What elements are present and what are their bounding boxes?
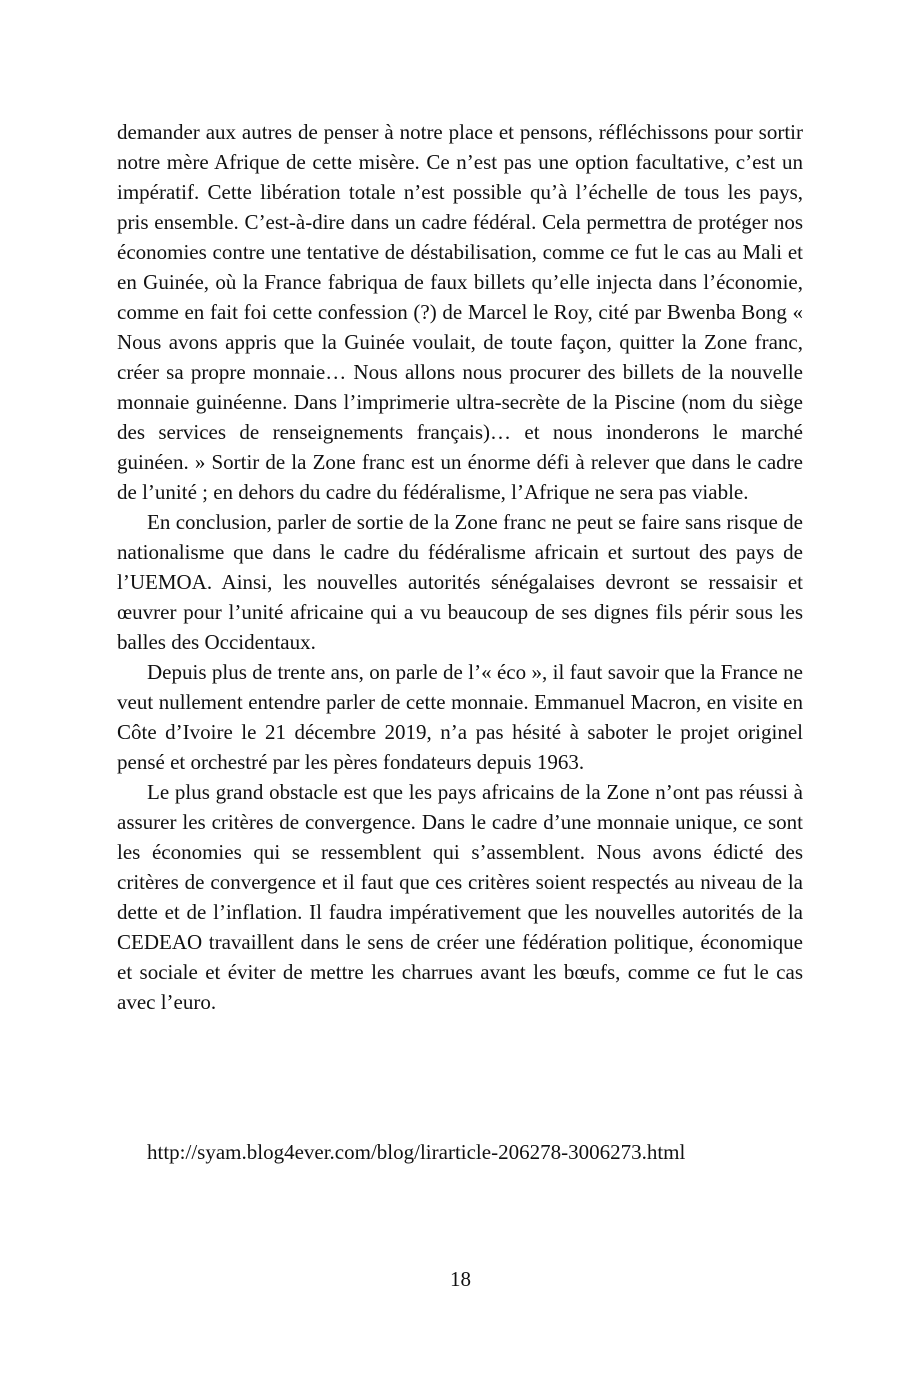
paragraph-eco: Depuis plus de trente ans, on parle de l’« éco », il faut savoir que la France ne veut nullement entendre parler de cette monnaie. Emmanuel Macron, en visite en Côte d’Ivoire le 21 décembre 2019, n’a pas hésité à saboter le projet originel pensé et orchestré par les pères fondateurs depuis 1963. xyxy=(117,660,803,774)
source-url[interactable]: http://syam.blog4ever.com/blog/lirarticle-206278-3006273.html xyxy=(147,1140,686,1164)
paragraph-continuation: demander aux autres de penser à notre place et pensons, réfléchissons pour sortir notre mère Afrique de cette misère. Ce n’est pas une option facultative, c’est un impératif. Cette libération totale n’est possible qu’à l’échelle de tous les pays, pris ensemble. C’est-à-dire dans un cadre fédéral. Cela permettra de protéger nos économies contre une tentative de déstabilisation, comme ce fut le cas au Mali et en Guinée, où la France fabriqua de faux billets qu’elle injecta dans l’économie, comme en fait foi cette confession (?) de Marcel le Roy, cité par Bwenba Bong « Nous avons appris que la Guinée voulait, de toute façon, quitter la Zone franc, créer sa propre monnaie… Nous allons nous procurer des billets de la nouvelle monnaie guinéenne. Dans l’imprimerie ultra-secrète de la Piscine (nom du siège des services de renseignements français)… et nous inonderons le marché guinéen. » Sortir de la Zone franc est un énorme défi à relever que dans le cadre de l’unité ; en dehors du cadre du fédéralisme, l’Afrique ne sera pas viable. xyxy=(117,120,803,504)
paragraph-convergence: Le plus grand obstacle est que les pays africains de la Zone n’ont pas réussi à assurer les critères de convergence. Dans le cadre d’une monnaie unique, ce sont les économies qui se ressemblent qui s’assemblent. Nous avons édicté des critères de convergence et il faut que ces critères soient respectés au niveau de la dette et de l’inflation. Il faudra impérativement que les nouvelles autorités de la CEDEAO travaillent dans le sens de créer une fédération politique, économique et sociale et éviter de mettre les charrues avant les bœufs, comme ce fut le cas avec l’euro. xyxy=(117,780,803,1014)
paragraph-conclusion: En conclusion, parler de sortie de la Zone franc ne peut se faire sans risque de nationalisme que dans le cadre du fédéralisme africain et surtout des pays de l’UEMOA. Ainsi, les nouvelles autorités sénégalaises devront se ressaisir et œuvrer pour l’unité africaine qui a vu beaucoup de ses dignes fils périr sous les balles des Occidentaux. xyxy=(117,510,803,654)
body-text xyxy=(117,117,803,1017)
page-number: 18 xyxy=(450,1267,471,1291)
